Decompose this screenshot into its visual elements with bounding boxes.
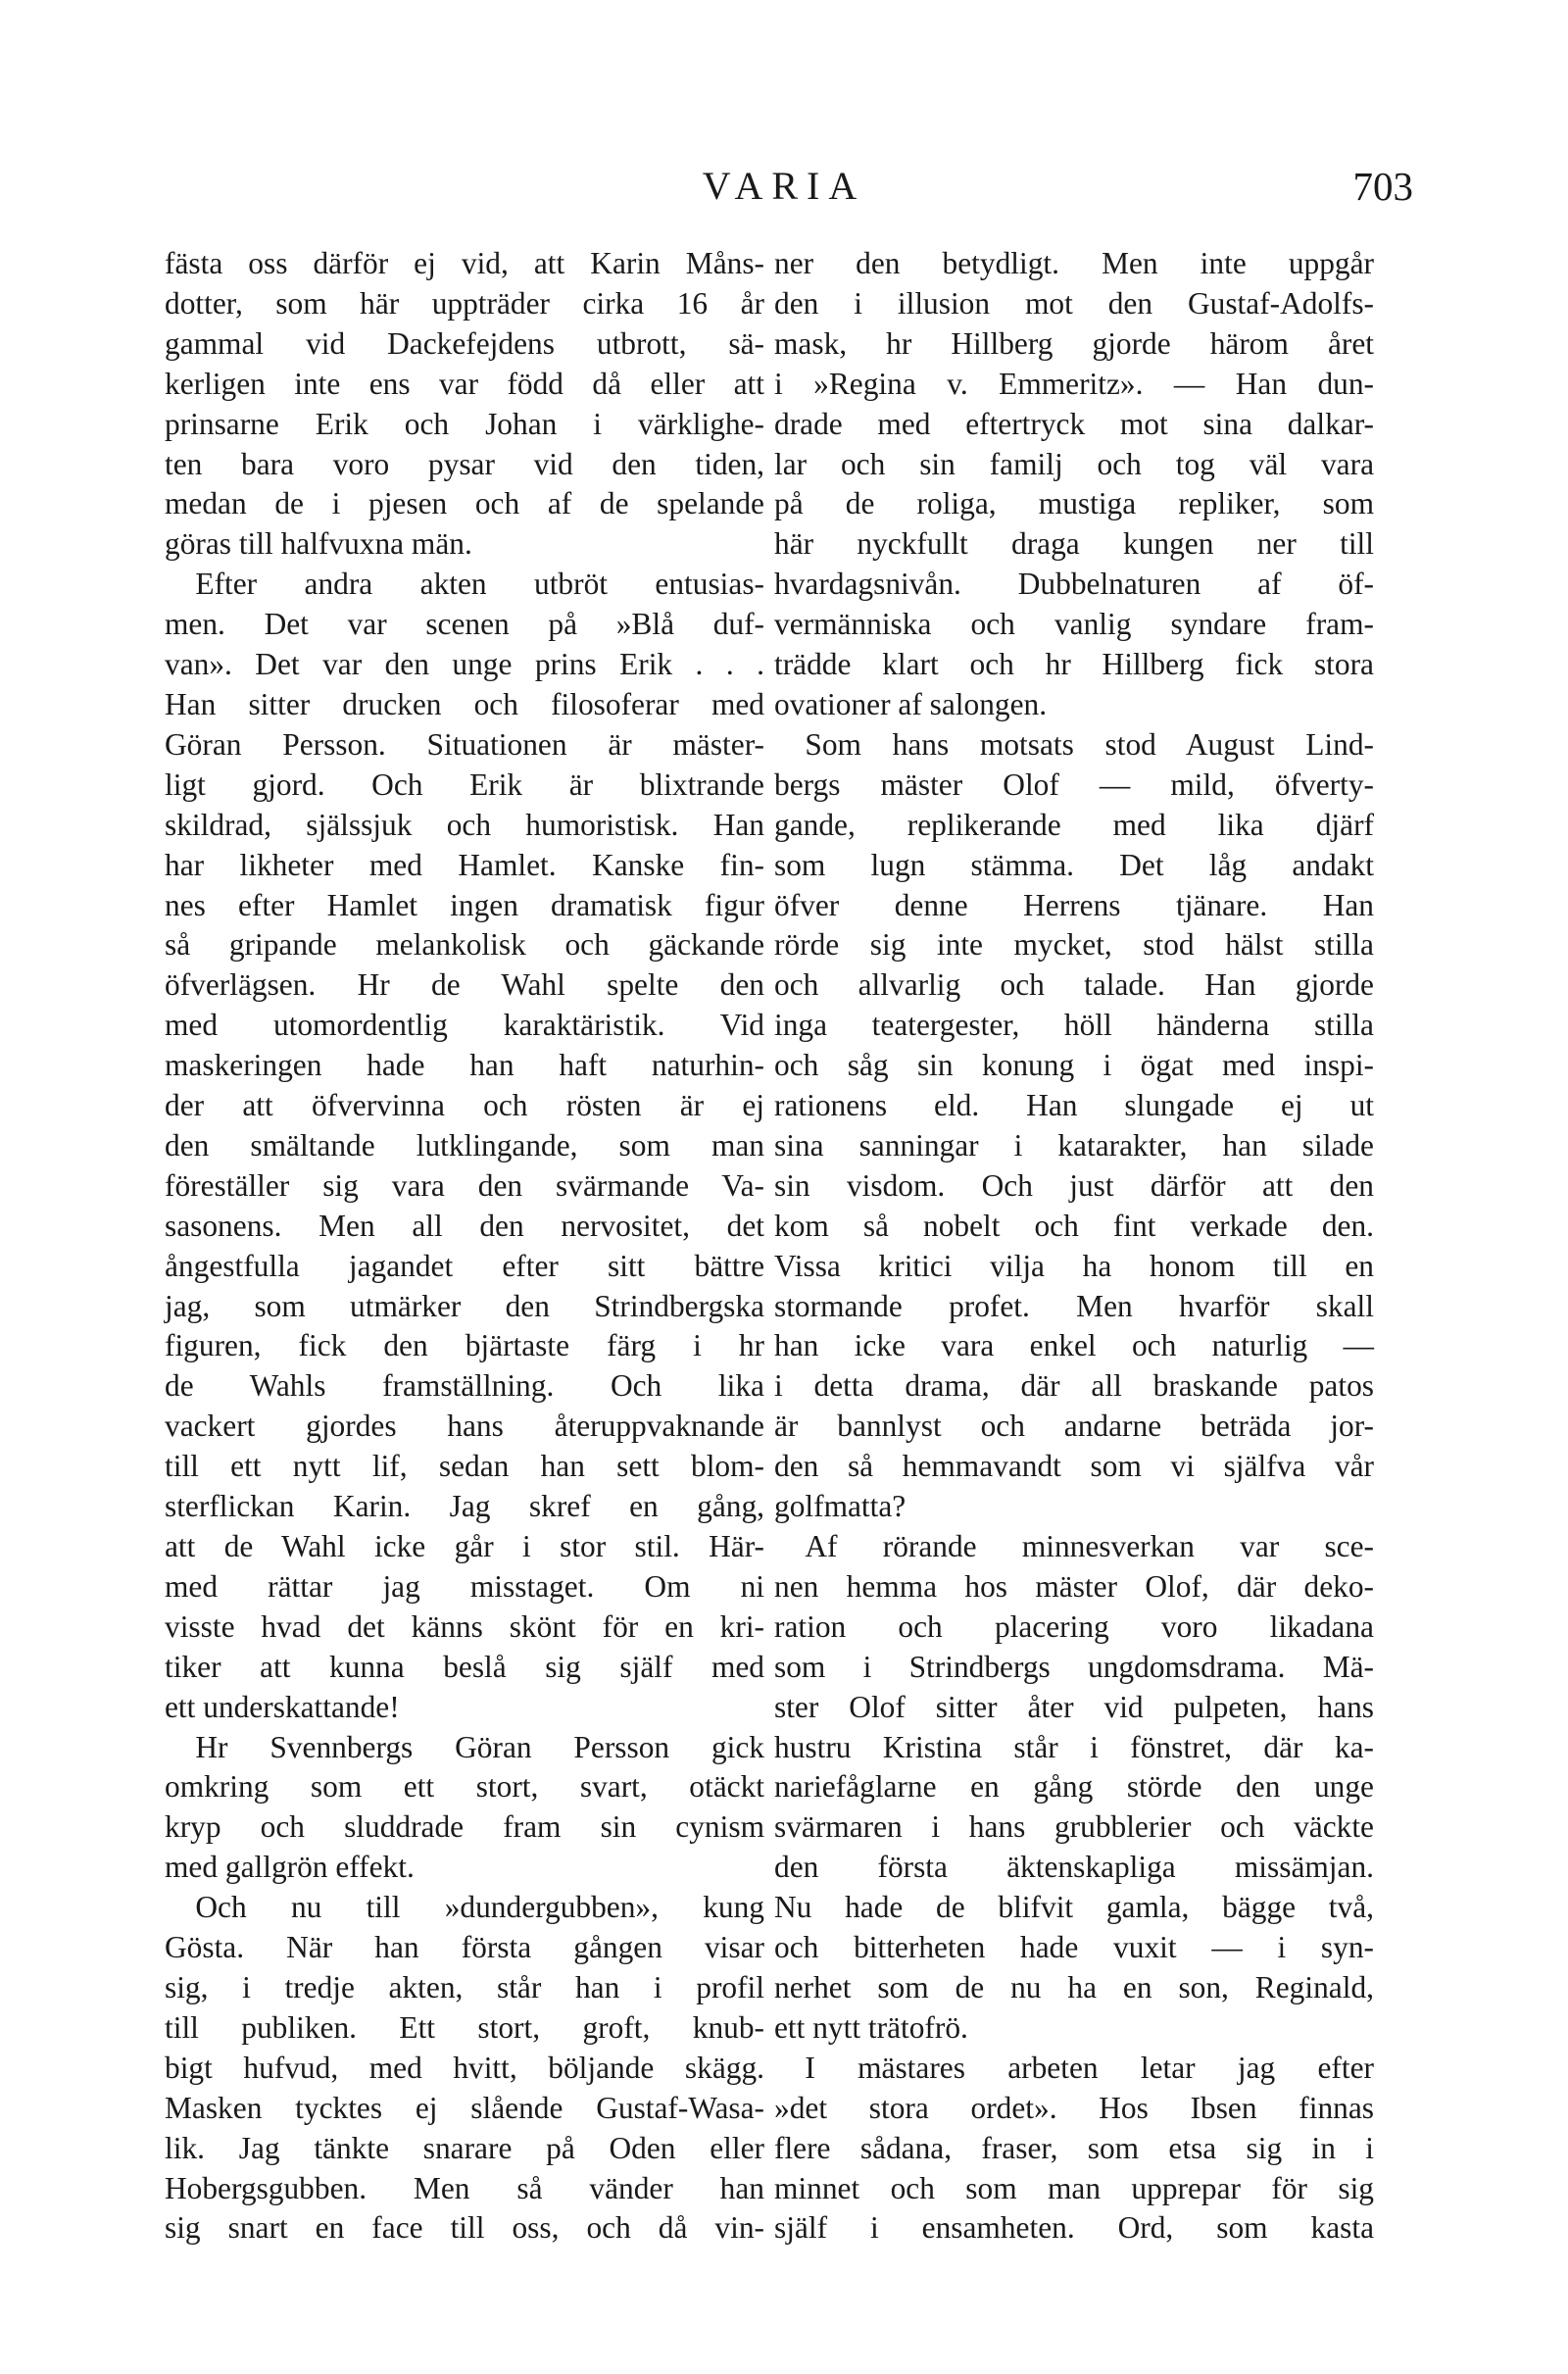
text-line: sterflickan Karin. Jag skref en gång,	[165, 1489, 764, 1524]
text-line: Masken tycktes ej slående Gustaf-Wasa-	[165, 2090, 764, 2125]
right-column	[774, 244, 1374, 2249]
left-column	[165, 244, 764, 2249]
text-line: har likheter med Hamlet. Kanske fin-	[165, 847, 764, 882]
text-line: dotter, som här uppträder cirka 16 år	[165, 285, 764, 321]
text-line: inga teatergester, höll händerna stilla	[774, 1008, 1374, 1043]
text-line: gande, replikerande med lika djärf	[774, 807, 1374, 842]
text-line: Hobergsgubben. Men så vänder han	[165, 2170, 764, 2205]
text-line: Han sitter drucken och filosoferar med	[165, 686, 764, 721]
text-line: skildrad, själssjuk och humoristisk. Han	[165, 807, 764, 842]
paragraph	[165, 1888, 764, 2249]
text-line: sasonens. Men all den nervositet, det	[165, 1208, 764, 1243]
text-line: själf i ensamheten. Ord, som kasta	[774, 2210, 1374, 2246]
text-line: hustru Kristina står i fönstret, där ka-	[774, 1729, 1374, 1764]
paragraph	[165, 244, 764, 565]
text-line: Och nu till »dundergubben», kung	[195, 1890, 764, 1925]
text-line: i »Regina v. Emmeritz». — Han dun-	[774, 366, 1374, 401]
text-line: föreställer sig vara den svärmande Va-	[165, 1167, 764, 1203]
text-line: bergs mäster Olof — mild, öfverty-	[774, 767, 1374, 802]
text-line: ångestfulla jagandet efter sitt bättre	[165, 1248, 764, 1283]
text-line: nerhet som de nu ha en son, Reginald,	[774, 1969, 1374, 2004]
text-line: Nu hade de blifvit gamla, bägge två,	[774, 1890, 1374, 1925]
text-line: ligt gjord. Och Erik är blixtrande	[165, 767, 764, 802]
text-line: de Wahls framställning. Och lika	[165, 1368, 764, 1404]
text-line: trädde klart och hr Hillberg fick stora	[774, 647, 1374, 682]
text-line: ett nytt trätofrö.	[774, 2009, 968, 2045]
text-line: han icke vara enkel och naturlig —	[774, 1328, 1374, 1363]
text-line: med rättar jag misstaget. Om ni	[165, 1568, 764, 1604]
text-line: ten bara voro pysar vid den tiden,	[165, 446, 764, 481]
text-line: och allvarlig och talade. Han gjorde	[774, 967, 1374, 1003]
text-line: I mästares arbeten letar jag efter	[805, 2050, 1374, 2085]
text-line: van». Det var den unge prins Erik . . .	[165, 647, 764, 682]
text-line: hvardagsnivån. Dubbelnaturen af öf-	[774, 567, 1374, 602]
text-line: visste hvad det känns skönt för en kri-	[165, 1608, 764, 1644]
text-line: sig, i tredje akten, står han i profil	[165, 1969, 764, 2004]
text-line: flere sådana, fraser, som etsa sig in i	[774, 2130, 1374, 2165]
text-line: prinsarne Erik och Johan i värklighe-	[165, 406, 764, 441]
text-line: till ett nytt lif, sedan han sett blom-	[165, 1449, 764, 1484]
text-line: men. Det var scenen på »Blå duf-	[165, 607, 764, 642]
text-line: Efter andra akten utbröt entusias-	[195, 567, 764, 602]
text-line: figuren, fick den bjärtaste färg i hr	[165, 1328, 764, 1363]
text-line: kerligen inte ens var född då eller att	[165, 366, 764, 401]
text-line: den så hemmavandt som vi själfva vår	[774, 1449, 1374, 1484]
text-line: medan de i pjesen och af de spelande	[165, 486, 764, 521]
text-line: maskeringen hade han haft naturhin-	[165, 1048, 764, 1083]
text-line: ration och placering voro likadana	[774, 1608, 1374, 1644]
text-line: kom så nobelt och fint verkade den.	[774, 1208, 1374, 1243]
text-line: och såg sin konung i ögat med inspi-	[774, 1048, 1374, 1083]
text-line: öfver denne Herrens tjänare. Han	[774, 887, 1374, 922]
text-line: lar och sin familj och tog väl vara	[774, 446, 1374, 481]
text-line: ner den betydligt. Men inte uppgår	[774, 246, 1374, 280]
text-line: är bannlyst och andarne beträda jor-	[774, 1409, 1374, 1444]
text-line: Gösta. När han första gången visar	[165, 1930, 764, 1965]
text-line: vackert gjordes hans återuppvaknande	[165, 1409, 764, 1444]
text-line: som i Strindbergs ungdomsdrama. Mä-	[774, 1649, 1374, 1684]
text-line: nariefåglarne en gång störde den unge	[774, 1769, 1374, 1805]
text-line: som lugn stämma. Det låg andakt	[774, 847, 1374, 882]
text-line: mask, hr Hillberg gjorde härom året	[774, 325, 1374, 361]
text-line: drade med eftertryck mot sina dalkar-	[774, 406, 1374, 441]
paragraph	[165, 565, 764, 1727]
text-line: i detta drama, där all braskande patos	[774, 1368, 1374, 1404]
text-line: nes efter Hamlet ingen dramatisk figur	[165, 887, 764, 922]
text-line: Af rörande minnesverkan var sce-	[805, 1529, 1374, 1563]
text-line: Göran Persson. Situationen är mäster-	[165, 726, 764, 762]
text-line: öfverlägsen. Hr de Wahl spelte den	[165, 967, 764, 1003]
text-line: omkring som ett stort, svart, otäckt	[165, 1769, 764, 1805]
text-line: bigt hufvud, med hvitt, böljande skägg.	[165, 2050, 764, 2085]
text-line: »det stora ordet». Hos Ibsen finnas	[774, 2090, 1374, 2125]
text-line: sig snart en face till oss, och då vin-	[165, 2210, 764, 2246]
text-line: sin visdom. Och just därför att den	[774, 1167, 1374, 1203]
paragraph	[774, 2049, 1374, 2250]
text-line: den smältande lutklingande, som man	[165, 1127, 764, 1162]
text-line: till publiken. Ett stort, groft, knub-	[165, 2009, 764, 2045]
paragraph	[774, 1527, 1374, 2049]
paragraph	[774, 244, 1374, 725]
text-line: vermänniska och vanlig syndare fram-	[774, 607, 1374, 642]
text-line: Hr Svennbergs Göran Persson gick	[195, 1729, 764, 1764]
text-line: att de Wahl icke går i stor stil. Här-	[165, 1529, 764, 1563]
text-line: med gallgrön effekt.	[165, 1850, 415, 1885]
text-line: der att öfvervinna och rösten är ej	[165, 1088, 764, 1123]
running-head	[0, 157, 1568, 216]
text-line: ett underskattande!	[165, 1689, 400, 1724]
paragraph	[774, 725, 1374, 1527]
text-line: på de roliga, mustiga repliker, som	[774, 486, 1374, 521]
text-line: sina sanningar i katarakter, han silade	[774, 1127, 1374, 1162]
text-line: lik. Jag tänkte snarare på Oden eller	[165, 2130, 764, 2165]
text-line: ster Olof sitter åter vid pulpeten, hans	[774, 1689, 1374, 1724]
text-line: Som hans motsats stod August Lind-	[805, 726, 1374, 762]
text-line: minnet och som man upprepar för sig	[774, 2170, 1374, 2205]
text-line: ovationer af salongen.	[774, 686, 1048, 721]
text-line: jag, som utmärker den Strindbergska	[165, 1288, 764, 1323]
text-line: svärmaren i hans grubblerier och väckte	[774, 1809, 1374, 1845]
text-line: rörde sig inte mycket, stod hälst stilla	[774, 927, 1374, 963]
page-number: 703	[1352, 164, 1413, 209]
text-line: tiker att kunna beslå sig själf med	[165, 1649, 764, 1684]
paragraph	[165, 1728, 764, 1889]
text-line: göras till halfvuxna män.	[165, 526, 472, 562]
text-line: gammal vid Dackefejdens utbrott, sä-	[165, 325, 764, 361]
text-line: kryp och sluddrade fram sin cynism	[165, 1809, 764, 1845]
text-line: här nyckfullt draga kungen ner till	[774, 526, 1374, 562]
text-line: så gripande melankolisk och gäckande	[165, 927, 764, 963]
text-line: nen hemma hos mäster Olof, där deko-	[774, 1568, 1374, 1604]
text-line: fästa oss därför ej vid, att Karin Måns-	[165, 246, 764, 280]
text-line: den i illusion mot den Gustaf-Adolfs-	[774, 285, 1374, 321]
text-line: med utomordentlig karaktäristik. Vid	[165, 1008, 764, 1043]
text-line: Vissa kritici vilja ha honom till en	[774, 1248, 1374, 1283]
text-line: och bitterheten hade vuxit — i syn-	[774, 1930, 1374, 1965]
text-line: den första äktenskapliga missämjan.	[774, 1850, 1374, 1885]
running-title: VARIA	[702, 164, 866, 208]
text-line: golfmatta?	[774, 1489, 906, 1524]
text-line: rationens eld. Han slungade ej ut	[774, 1088, 1374, 1123]
text-line: stormande profet. Men hvarför skall	[774, 1288, 1374, 1323]
